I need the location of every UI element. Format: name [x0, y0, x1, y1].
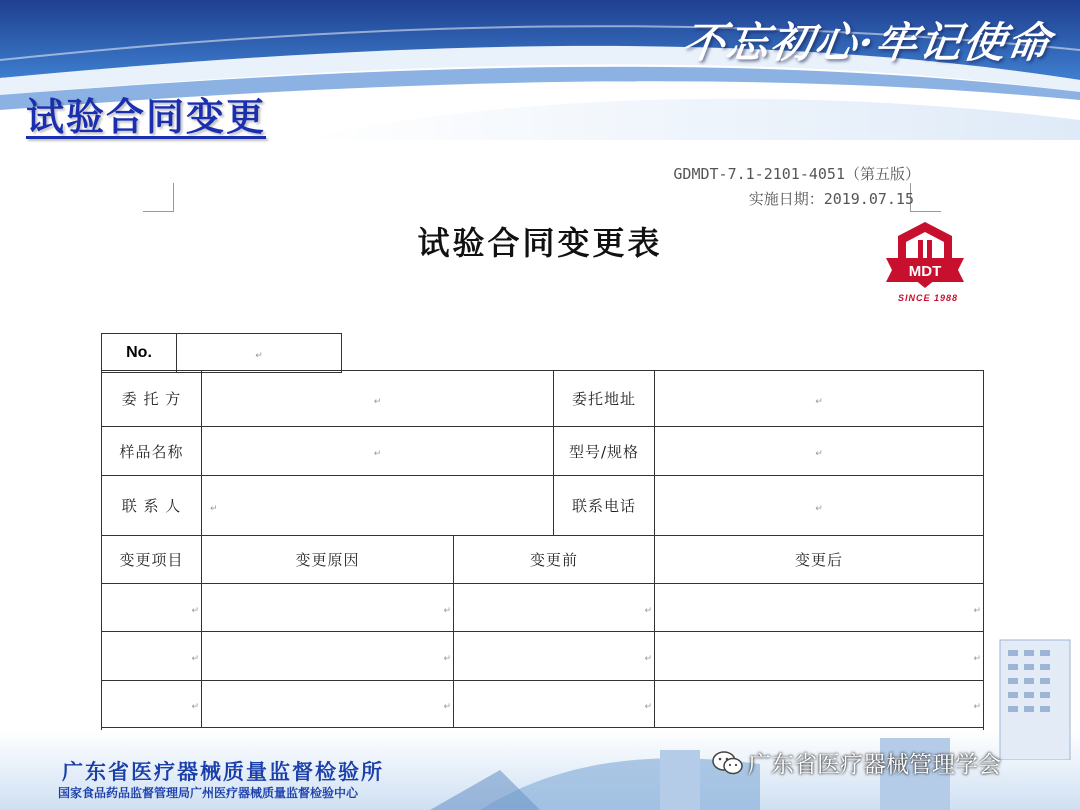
before-change-cell[interactable]: ↵: [454, 584, 655, 632]
no-label: No.: [102, 334, 177, 373]
logo-since: SINCE 1988: [898, 293, 959, 303]
change-item-header: 变更项目: [102, 536, 202, 584]
after-change-header: 变更后: [655, 536, 984, 584]
change-form-table: [101, 370, 984, 762]
phone-field[interactable]: [655, 476, 984, 536]
change-reason-cell[interactable]: ↵: [202, 632, 454, 681]
client-label: 委 托 方: [102, 371, 202, 427]
change-reason-cell[interactable]: ↵: [202, 681, 454, 728]
crop-mark: [143, 183, 174, 212]
org-name: 广东省医疗器械质量监督检验所: [62, 760, 384, 784]
form-title: 试验合同变更表: [417, 224, 663, 262]
client-field[interactable]: [202, 371, 554, 427]
client-address-label: 委托地址: [554, 371, 655, 427]
paragraph-mark: ↵: [210, 503, 218, 514]
paragraph-mark: ↵: [815, 503, 823, 514]
building-illustration: [980, 620, 1080, 760]
after-change-cell[interactable]: ↵: [655, 681, 984, 728]
paragraph-mark: ↵: [815, 449, 823, 459]
before-change-cell[interactable]: ↵: [454, 681, 655, 728]
slogan: 不忘初心·牢记使命: [679, 18, 1056, 67]
change-row: [102, 584, 984, 632]
contact-label: 联 系 人: [102, 476, 202, 536]
crop-mark: [910, 183, 941, 212]
paragraph-mark: ↵: [373, 449, 382, 459]
phone-label: 联系电话: [554, 476, 655, 536]
paragraph-mark: ↵: [373, 396, 382, 407]
change-reason-header: 变更原因: [202, 536, 454, 584]
sample-name-field[interactable]: [202, 427, 554, 476]
model-spec-label: 型号/规格: [554, 427, 655, 476]
change-reason-cell[interactable]: ↵: [202, 584, 454, 632]
change-item-cell[interactable]: ↵: [102, 584, 202, 632]
effective-date: 实施日期：2019.07.15: [748, 190, 914, 208]
before-change-header: 变更前: [454, 536, 655, 584]
paragraph-mark: ↵: [815, 396, 823, 407]
number-table: [101, 333, 342, 373]
client-address-field[interactable]: [655, 371, 984, 427]
paragraph-mark: ↵: [255, 351, 263, 361]
after-change-cell[interactable]: ↵: [655, 632, 984, 681]
org-subtitle: 国家食品药品监督管理局广州医疗器械质量监督检验中心: [58, 786, 359, 800]
no-field[interactable]: [177, 334, 342, 373]
watermark-text: 广东省医疗器械管理学会: [748, 752, 1001, 778]
model-spec-field[interactable]: [655, 427, 984, 476]
change-row: [102, 632, 984, 681]
wechat-icon: [712, 750, 744, 776]
after-change-cell[interactable]: ↵: [655, 584, 984, 632]
document-code: GDMDT-7.1-2101-4051（第五版）: [673, 165, 920, 183]
change-item-cell[interactable]: ↵: [102, 681, 202, 728]
before-change-cell[interactable]: ↵: [454, 632, 655, 681]
sample-name-label: 样品名称: [102, 427, 202, 476]
logo-text: MDT: [908, 263, 942, 280]
slide-title: 试验合同变更: [26, 94, 267, 139]
change-item-cell[interactable]: ↵: [102, 632, 202, 681]
contact-field[interactable]: [202, 476, 554, 536]
change-row: [102, 681, 984, 728]
